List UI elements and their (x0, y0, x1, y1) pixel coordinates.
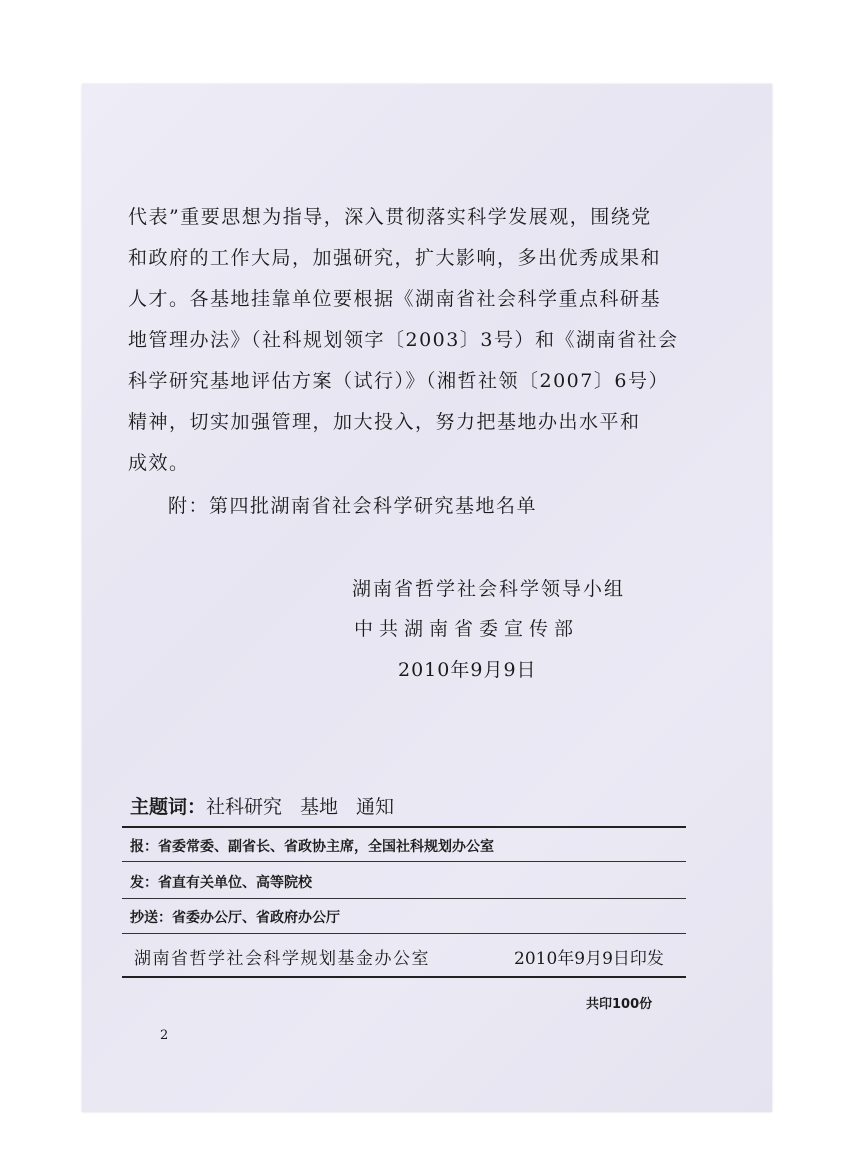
issuing-office: 湖南省哲学社会科学规划基金办公室 (134, 949, 430, 969)
page-number: 2 (160, 1028, 169, 1043)
send-to-row (130, 872, 312, 892)
body-line: 和政府的工作大局，加强研究，扩大影响，多出优秀成果和 (128, 247, 662, 269)
body-line: 成效。 (128, 452, 190, 474)
subject-keyword: 基地 (300, 796, 339, 818)
cc-label: 抄送： (130, 910, 172, 926)
body-line: 代表”重要思想为指导，深入贯彻落实科学发展观，围绕党 (128, 206, 652, 228)
report-to-row (130, 836, 494, 856)
subject-keywords (130, 792, 394, 819)
send-label: 发： (130, 875, 158, 891)
divider-line (122, 976, 686, 978)
signature-date: 2010年9月9日 (398, 659, 537, 681)
divider-line (122, 826, 686, 828)
body-line: 人才。各基地挂靠单位要根据《湖南省社会科学重点科研基 (128, 288, 662, 310)
attachment-note: 附：第四批湖南省社会科学研究基地名单 (168, 495, 538, 517)
body-line: 精神，切实加强管理，加大投入，努力把基地办出水平和 (128, 411, 641, 433)
report-label: 报： (130, 839, 158, 855)
subject-label: 主题词： (130, 796, 207, 818)
divider-line (122, 861, 686, 862)
signature-org-2: 中共湖南省委宣传部 (354, 618, 580, 640)
issue-date: 2010年9月9日印发 (514, 949, 664, 969)
report-recipients: 省委常委、副省长、省政协主席，全国社科规划办公室 (158, 839, 494, 855)
cc-row (130, 907, 340, 927)
send-recipients: 省直有关单位、高等院校 (158, 875, 312, 891)
divider-line (122, 933, 686, 934)
divider-line (122, 898, 686, 899)
signature-org-1: 湖南省哲学社会科学领导小组 (352, 578, 626, 600)
body-line: 地管理办法》（社科规划领字〔2003〕3号）和《湖南省社会 (128, 329, 679, 351)
cc-recipients: 省委办公厅、省政府办公厅 (172, 910, 340, 926)
copies-count: 共印100份 (586, 997, 653, 1012)
subject-keyword: 通知 (356, 796, 395, 818)
body-line: 科学研究基地评估方案（试行）》（湘哲社领〔2007〕6号） (128, 370, 669, 392)
subject-keyword: 社科研究 (206, 796, 283, 818)
